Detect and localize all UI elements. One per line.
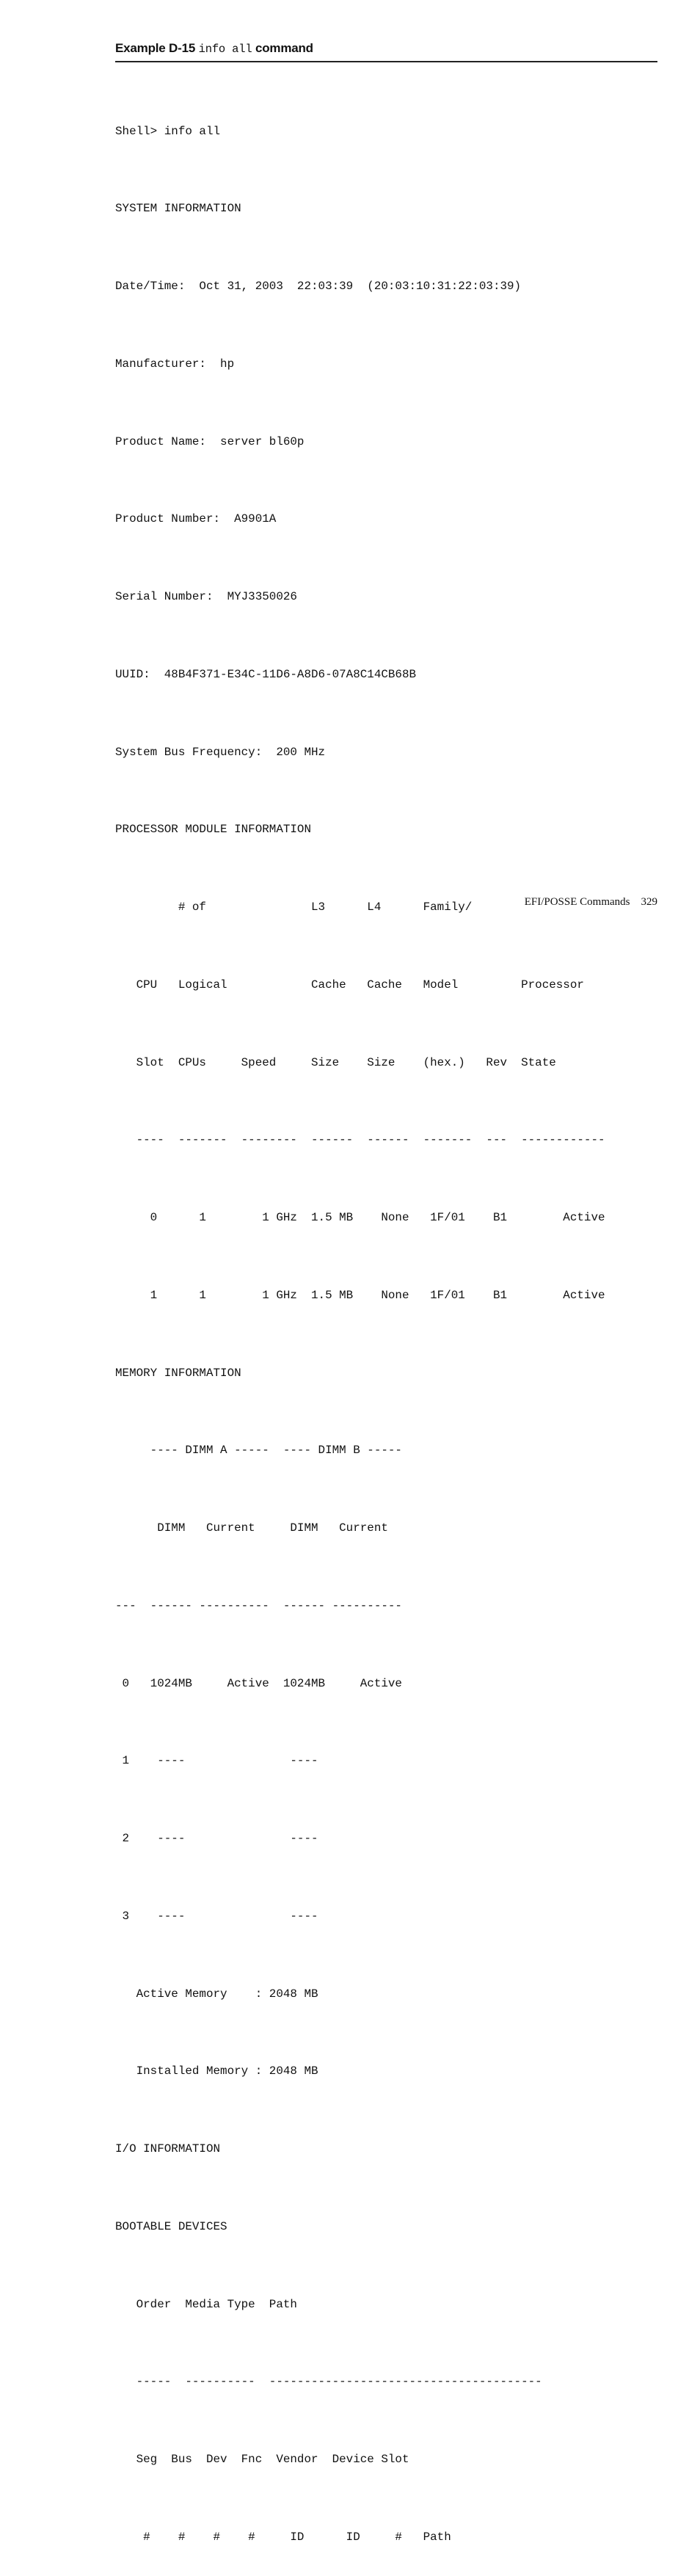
listing-line: 3 ---- ---- bbox=[115, 1909, 318, 1923]
listing-line: PROCESSOR MODULE INFORMATION bbox=[115, 823, 312, 837]
listing-line: Serial Number: MYJ3350026 bbox=[115, 590, 297, 603]
listing-line: Slot CPUs Speed Size Size (hex.) Rev State bbox=[115, 1055, 556, 1069]
listing-line: 0 1 1 GHz 1.5 MB None 1F/01 B1 Active bbox=[115, 1211, 605, 1224]
listing-line: DIMM Current DIMM Current bbox=[115, 1521, 388, 1535]
caption-command: info all bbox=[198, 43, 252, 56]
listing-line: BOOTABLE DEVICES bbox=[115, 2219, 227, 2233]
listing-line: ---- DIMM A ----- ---- DIMM B ----- bbox=[115, 1444, 402, 1458]
listing-line: UUID: 48B4F371-E34C-11D6-A8D6-07A8C14CB68B bbox=[115, 667, 417, 681]
caption-label: Example D-15 bbox=[115, 41, 199, 55]
footer-section: EFI/POSSE Commands bbox=[524, 896, 630, 908]
listing-line: # # # # ID ID # Path bbox=[115, 2530, 451, 2544]
listing-line: Product Name: server bl60p bbox=[115, 434, 305, 448]
listing-line: Order Media Type Path bbox=[115, 2297, 297, 2311]
page-footer bbox=[525, 896, 657, 909]
listing-line: 0 1024MB Active 1024MB Active bbox=[115, 1676, 402, 1690]
listing-line: # of L3 L4 Family/ bbox=[115, 900, 473, 914]
example-caption bbox=[115, 40, 657, 62]
listing-line: Product Number: A9901A bbox=[115, 512, 277, 526]
listing-line: I/O INFORMATION bbox=[115, 2142, 221, 2155]
listing-line: --- ------ ---------- ------ ---------- bbox=[115, 1598, 402, 1612]
page-number: 329 bbox=[641, 896, 657, 908]
listing-line: 1 1 1 GHz 1.5 MB None 1F/01 B1 Active bbox=[115, 1288, 605, 1302]
listing-line: Manufacturer: hp bbox=[115, 357, 235, 371]
listing-line: ---- ------- -------- ------ ------ ------- --- ------------ bbox=[115, 1133, 605, 1147]
listing-line: ----- ---------- --------------------------------------- bbox=[115, 2375, 542, 2389]
listing-line: MEMORY INFORMATION bbox=[115, 1366, 241, 1380]
listing-line: Date/Time: Oct 31, 2003 22:03:39 (20:03:10:31:22:03:39) bbox=[115, 280, 522, 293]
listing-line: Seg Bus Dev Fnc Vendor Device Slot bbox=[115, 2453, 409, 2466]
listing-line: Active Memory : 2048 MB bbox=[115, 1987, 318, 2001]
caption-suffix: command bbox=[252, 41, 313, 55]
listing-line: 2 ---- ---- bbox=[115, 1832, 318, 1845]
listing-line: Installed Memory : 2048 MB bbox=[115, 2064, 318, 2078]
listing-line: 1 ---- ---- bbox=[115, 1754, 318, 1768]
listing-line: Shell> info all bbox=[115, 124, 221, 138]
listing-line: CPU Logical Cache Cache Model Processor bbox=[115, 978, 584, 992]
command-output-listing bbox=[115, 67, 605, 2576]
listing-line: System Bus Frequency: 200 MHz bbox=[115, 745, 326, 759]
listing-line: SYSTEM INFORMATION bbox=[115, 202, 241, 216]
